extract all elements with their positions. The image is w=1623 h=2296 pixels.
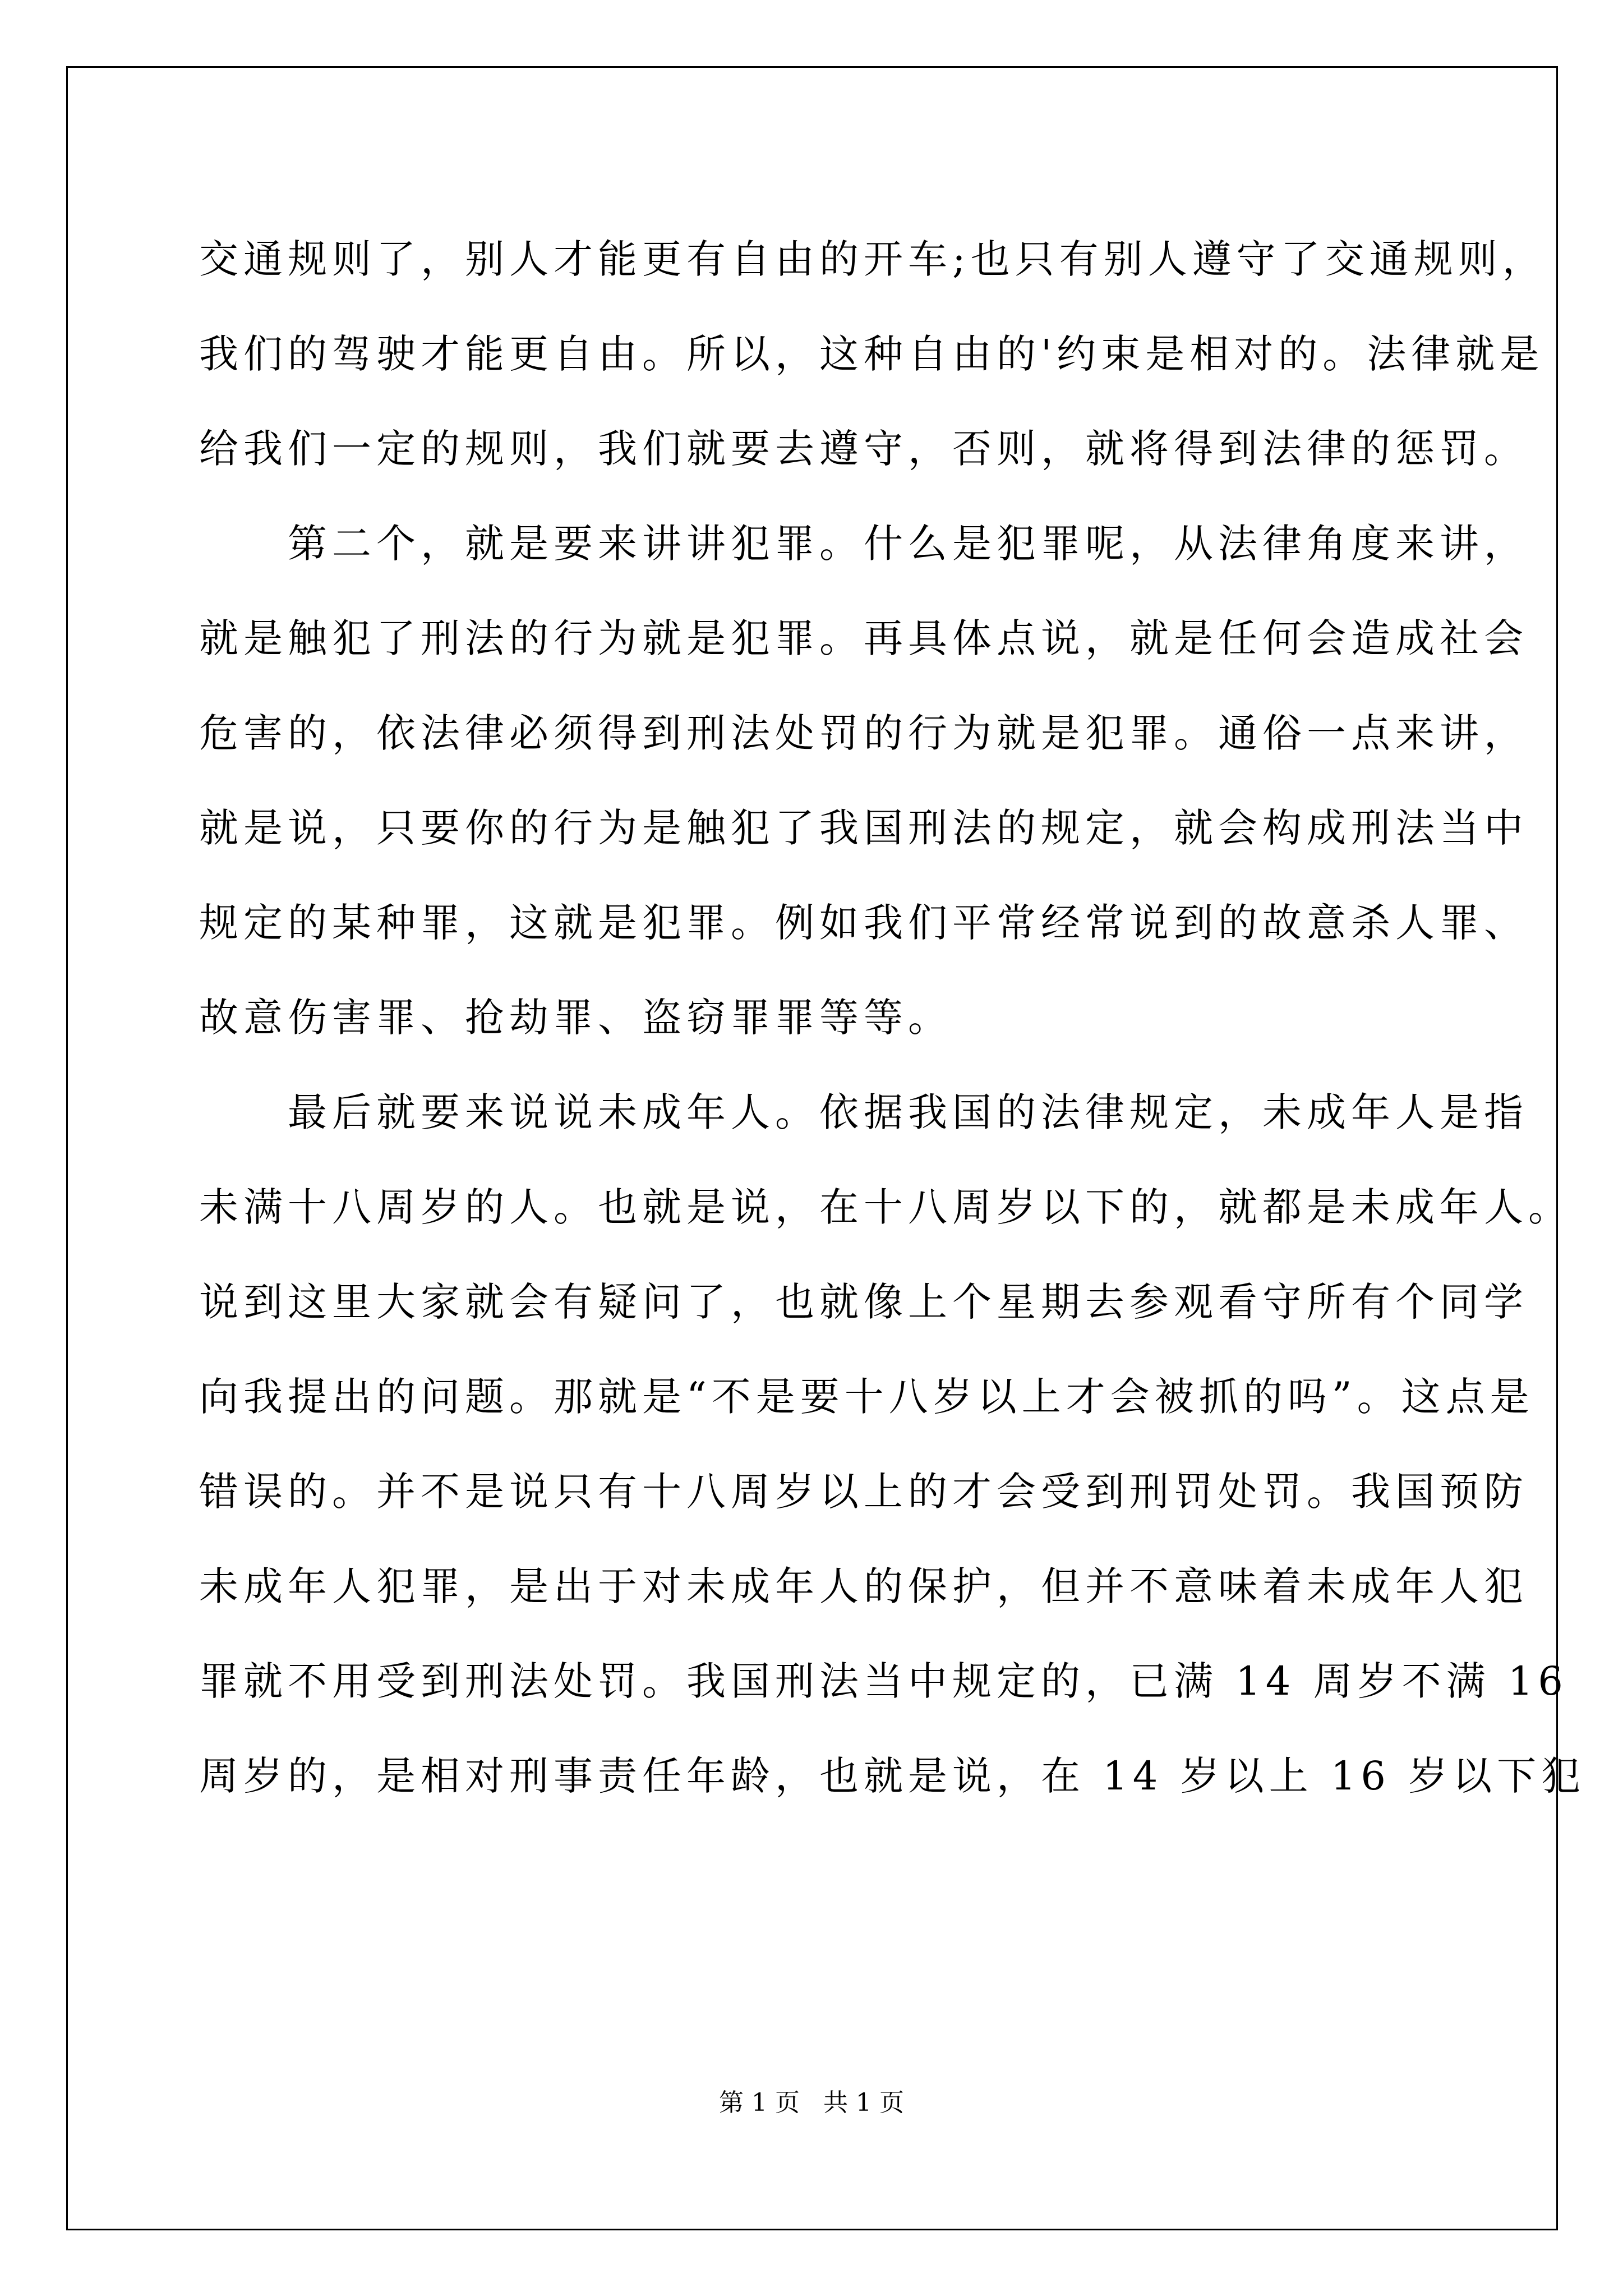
page-footer: 第 1 页 共 1 页 (719, 2088, 904, 2117)
text-line: 说到这里大家就会有疑问了，也就像上个星期去参观看守所有个同学 (199, 1279, 1528, 1325)
text-line: 周岁的，是相对刑事责任年龄，也就是说，在 14 岁以上 16 岁以下犯 (199, 1753, 1586, 1799)
text-line: 未满十八周岁的人。也就是说，在十八周岁以下的，就都是未成年人。 (199, 1184, 1573, 1230)
text-line: 故意伤害罪、抢劫罪、盗窃罪罪等等。 (199, 995, 952, 1041)
text-line: 就是说，只要你的行为是触犯了我国刑法的规定，就会构成刑法当中 (199, 805, 1528, 851)
text-line: 错误的。并不是说只有十八周岁以上的才会受到刑罚处罚。我国预防 (199, 1469, 1528, 1515)
text-line: 罪就不用受到刑法处罚。我国刑法当中规定的，已满 14 周岁不满 16 (199, 1658, 1568, 1704)
text-line: 最后就要来说说未成年人。依据我国的法律规定，未成年人是指 (199, 1089, 1528, 1135)
text-line: 交通规则了，别人才能更有自由的开车;也只有别人遵守了交通规则， (199, 236, 1547, 282)
document-body (199, 212, 1586, 1824)
text-line: 向我提出的问题。那就是“不是要十八岁以上才会被抓的吗”。这点是 (199, 1374, 1534, 1420)
text-line: 给我们一定的规则，我们就要去遵守，否则，就将得到法律的惩罚。 (199, 426, 1528, 472)
text-line: 规定的某种罪，这就是犯罪。例如我们平常经常说到的故意杀人罪、 (199, 900, 1528, 946)
text-line: 未成年人犯罪，是出于对未成年人的保护，但并不意味着未成年人犯 (199, 1563, 1528, 1609)
text-line: 就是触犯了刑法的行为就是犯罪。再具体点说，就是任何会造成社会 (199, 615, 1528, 661)
text-line: 危害的，依法律必须得到刑法处罚的行为就是犯罪。通俗一点来讲， (199, 710, 1528, 756)
text-line: 我们的驾驶才能更自由。所以，这种自由的'约束是相对的。法律就是 (199, 331, 1544, 377)
text-line: 第二个，就是要来讲讲犯罪。什么是犯罪呢，从法律角度来讲， (199, 521, 1528, 567)
